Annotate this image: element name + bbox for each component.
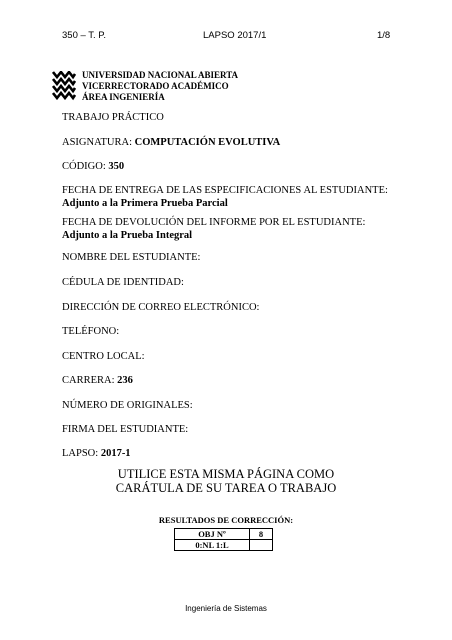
term-value: 2017-1 (100, 448, 131, 459)
university-logo (52, 71, 76, 101)
term-field (62, 447, 131, 460)
instruction-line-1: UTILICE ESTA MISMA PÁGINA COMO (117, 467, 335, 481)
table-row (175, 540, 273, 551)
footer-program: Ingeniería de Sistemas (185, 604, 267, 613)
delivery-date-field (62, 184, 388, 210)
subject-value: COMPUTACIÓN EVOLUTIVA (134, 137, 281, 148)
institution-name: UNIVERSIDAD NACIONAL ABIERTA (82, 70, 239, 80)
delivery-date-value: Adjunto a la Primera Prueba Parcial (62, 198, 228, 209)
subject-field (62, 136, 280, 149)
results-objective-number: 8 (250, 529, 273, 540)
student-name-label: NOMBRE DEL ESTUDIANTE: (62, 252, 201, 263)
code-label: CÓDIGO: (62, 161, 109, 172)
subject-label: ASIGNATURA: (62, 137, 135, 148)
instruction-line-2: CARÁTULA DE SU TAREA O TRABAJO (115, 481, 337, 495)
career-label: CARRERA: (62, 375, 118, 386)
return-date-label: FECHA DE DEVOLUCIÓN DEL INFORME POR EL ESTUDIANTE: (62, 217, 366, 228)
delivery-date-label: FECHA DE ENTREGA DE LAS ESPECIFICACIONES AL ESTUDIANTE: (62, 185, 388, 196)
id-number-label: CÉDULA DE IDENTIDAD: (62, 277, 184, 288)
institution-area: ÁREA INGENIERÍA (82, 92, 165, 102)
document-type: TRABAJO PRÁCTICO (62, 112, 164, 123)
term-label: LAPSO: (62, 448, 101, 459)
originals-count-label: NÚMERO DE ORIGINALES: (62, 400, 193, 411)
email-label: DIRECCIÓN DE CORREO ELECTRÓNICO: (62, 302, 260, 313)
results-title: RESULTADOS DE CORRECCIÓN: (158, 515, 294, 525)
institution-vice-rectorate: VICERRECTORADO ACADÉMICO (82, 81, 229, 91)
results-objective-header: OBJ Nº (175, 529, 250, 540)
career-field (62, 374, 133, 387)
results-table (174, 528, 273, 551)
career-value: 236 (117, 375, 133, 386)
local-center-label: CENTRO LOCAL: (62, 351, 145, 362)
code-field (62, 160, 124, 173)
institution-block (82, 70, 238, 103)
header-term: LAPSO 2017/1 (203, 30, 267, 41)
results-score-cell[interactable] (250, 540, 273, 551)
phone-label: TELÉFONO: (62, 326, 120, 337)
student-signature-label: FIRMA DEL ESTUDIANTE: (62, 424, 189, 435)
table-row (175, 529, 273, 540)
header-course-code: 350 – T. P. (62, 30, 107, 41)
code-value: 350 (108, 161, 125, 172)
results-scale-label: 0:NL 1:L (175, 540, 250, 551)
header-page-number: 1/8 (377, 30, 391, 41)
return-date-field (62, 216, 365, 242)
return-date-value: Adjunto a la Prueba Integral (62, 230, 193, 241)
